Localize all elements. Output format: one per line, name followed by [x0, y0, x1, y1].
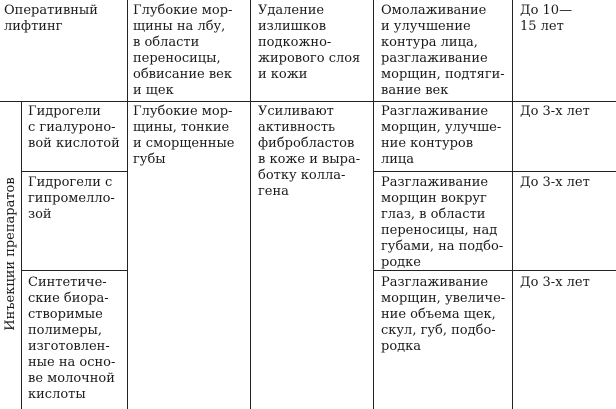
lifting-indications: Глубокие мор- щины на лбу, в области переносицы, обвисание век и щек [133, 3, 233, 98]
col-divider-indications [250, 0, 251, 409]
lifting-duration: До 10— 15 лет [520, 3, 573, 34]
injections-indications: Глубокие мор- щины, тонкие и сморщенные губы [133, 104, 235, 167]
synthetic-method: Синтетиче- ские биора- створимые полимеры, изготовлен- ные на осно- ве молочной кислоты [28, 275, 116, 402]
hyaluronic-duration: До 3-х лет [520, 104, 590, 119]
lifting-action: Удаление излишков подкожно- жирового слоя и кожи [258, 3, 361, 82]
injections-action: Усиливают активность фибробластов в коже и выра- ботку колла- гена [258, 104, 361, 199]
col-divider-method [127, 0, 128, 409]
hypromellose-duration: До 3-х лет [520, 175, 590, 190]
row-divider-top [0, 101, 616, 102]
hypromellose-method: Гидрогели с гипромелло- зой [28, 175, 115, 222]
synthetic-result: Разглаживание морщин, увеличе- ние объема щек, скул, губ, подбо- родка [381, 275, 506, 354]
row-divider-hyaluronic-result [373, 171, 616, 172]
injections-group-label: Инъекции препаратов [3, 177, 18, 331]
col-divider-group [21, 101, 22, 409]
lifting-result: Омолаживание и улучшение контура лица, разглаживание морщин, подтяги- вание век [381, 3, 505, 98]
hypromellose-result: Разглаживание морщин вокруг глаз, в области переносицы, над губами, на подбо- родке [381, 175, 504, 270]
col-divider-action [373, 0, 374, 409]
col-divider-result [512, 0, 513, 409]
lifting-method: Оперативный лифтинг [4, 3, 98, 34]
hyaluronic-method: Гидрогели с гиалуроно- вой кислотой [28, 104, 120, 151]
hyaluronic-result: Разглаживание морщин, улучше- ние контуров лица [381, 104, 502, 167]
row-divider-hyaluronic [21, 171, 127, 172]
row-divider-hypromellose [21, 270, 127, 271]
synthetic-duration: До 3-х лет [520, 275, 590, 290]
